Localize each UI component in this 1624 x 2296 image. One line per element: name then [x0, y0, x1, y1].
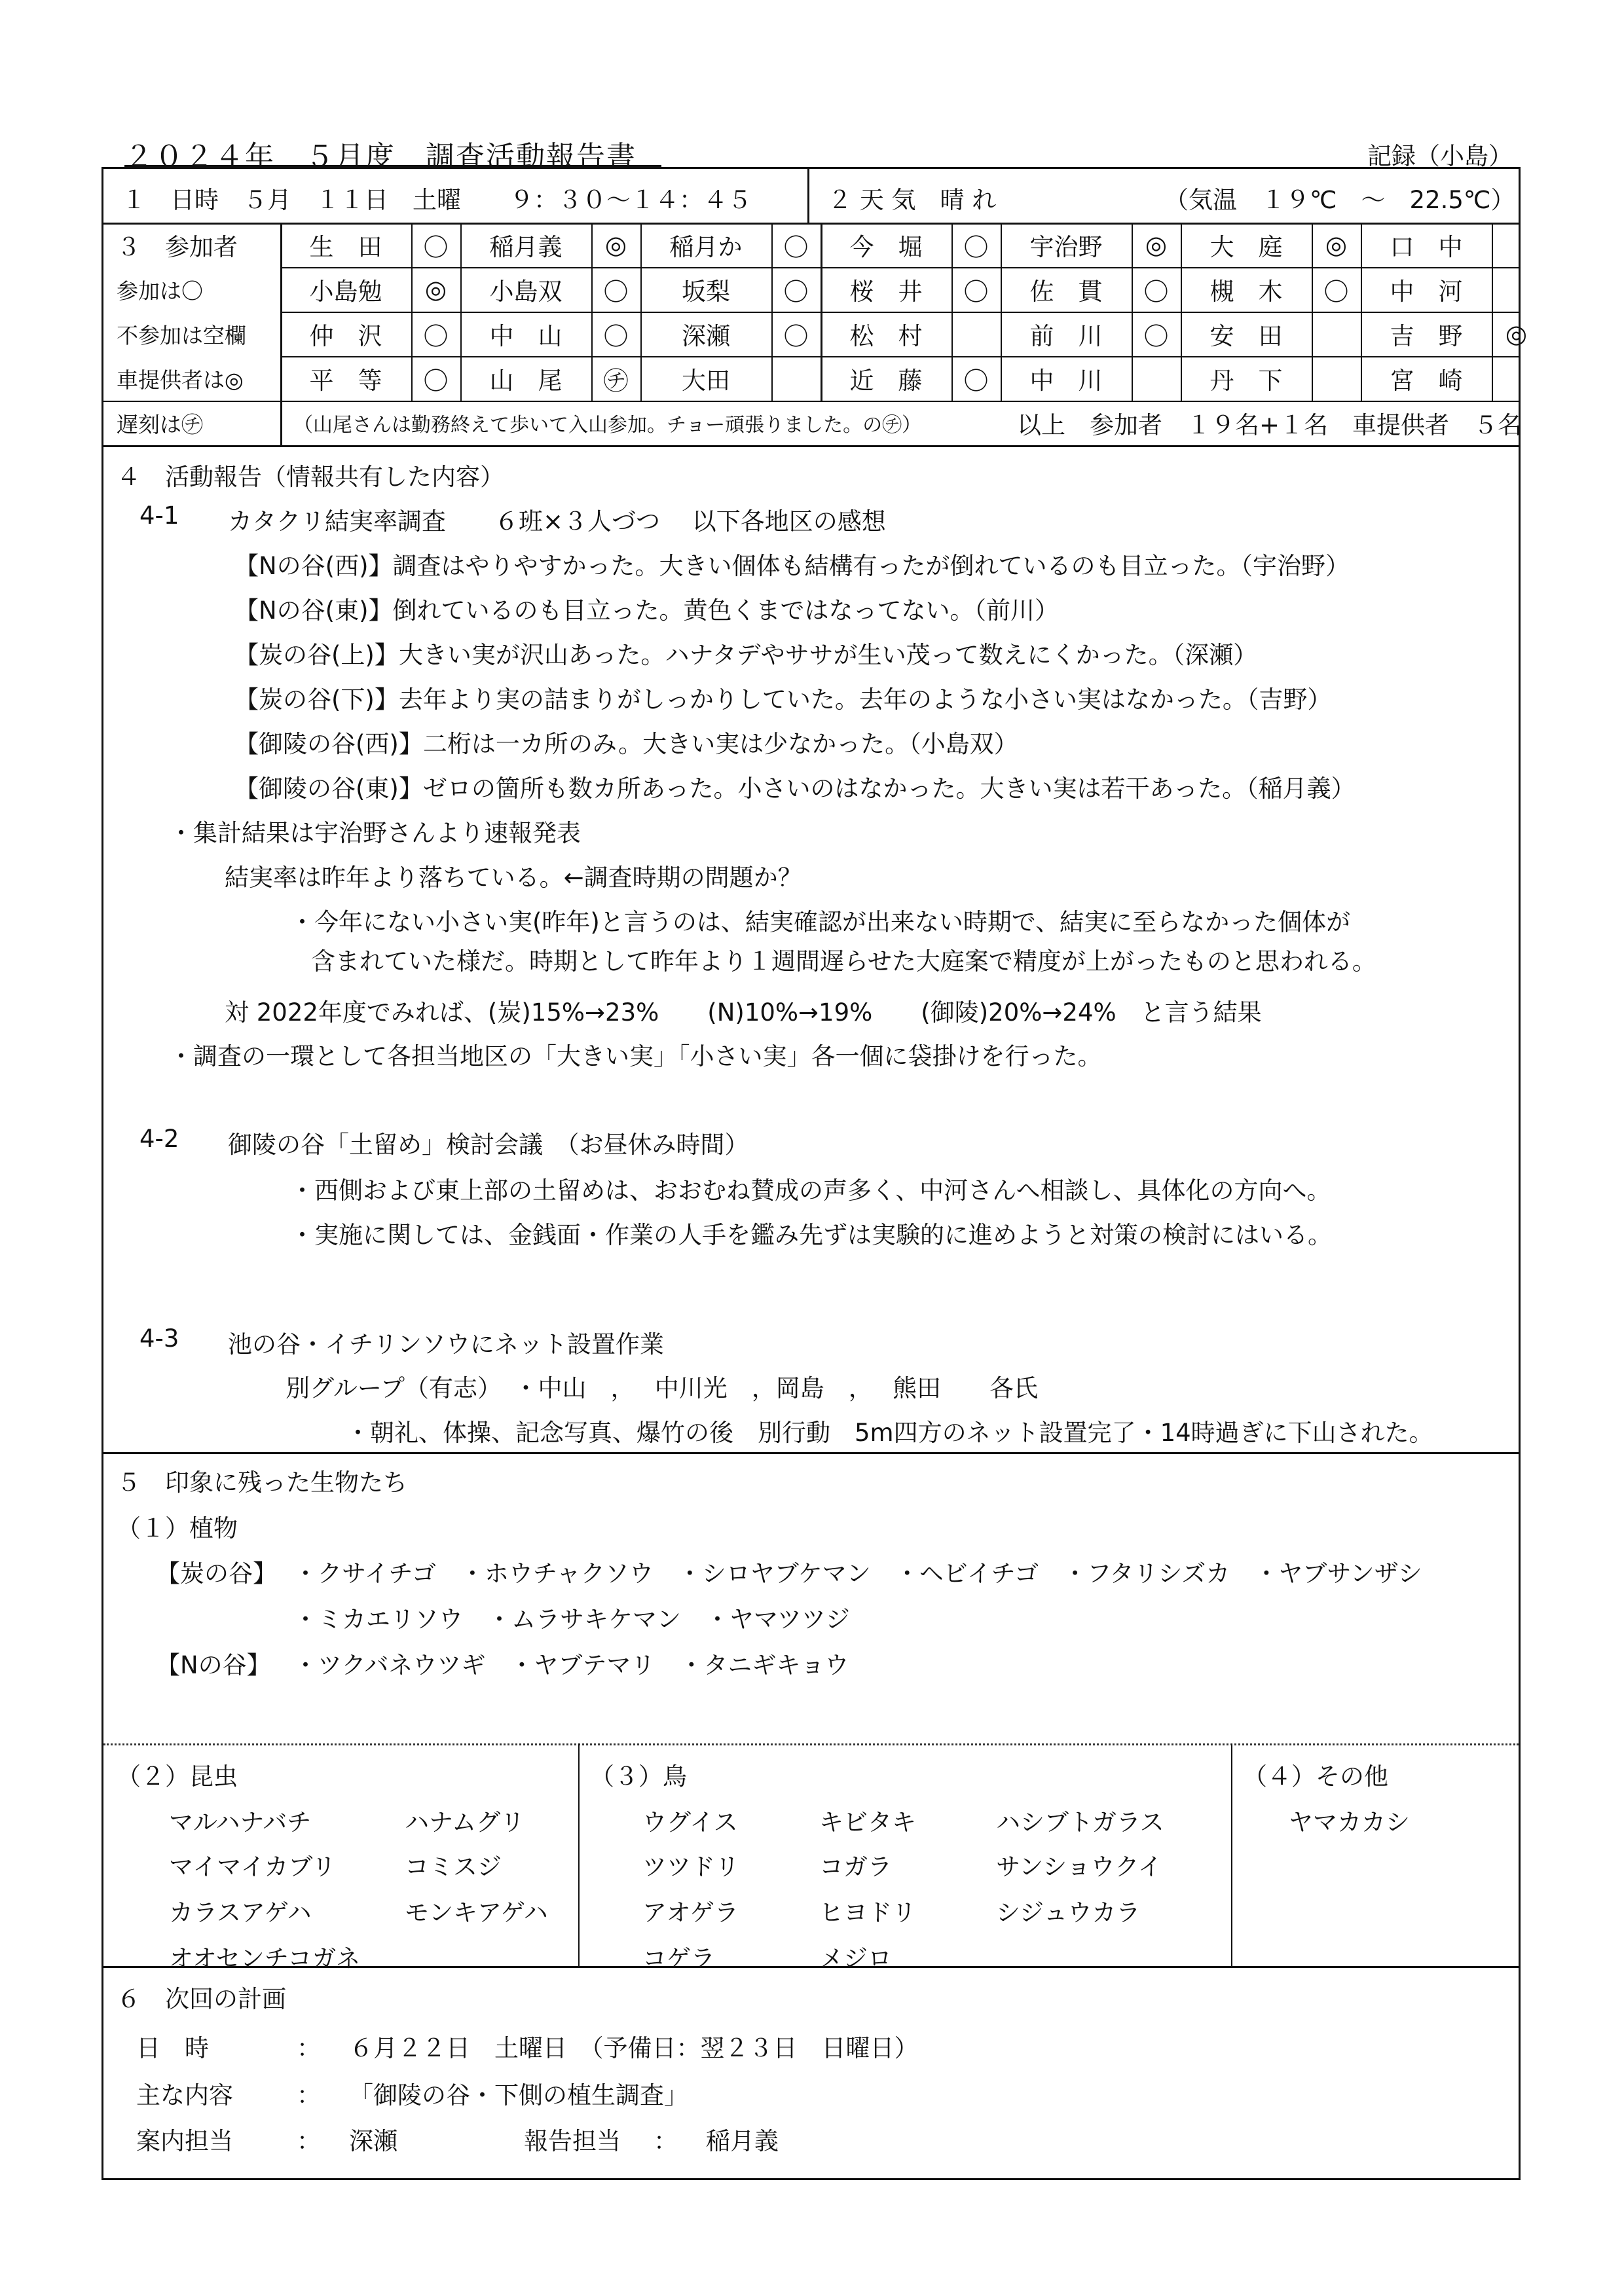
plant-list: ・ツクバネウツギ ・ヤブテマリ ・タニギキョウ [293, 1651, 849, 1679]
colon: ： [297, 2081, 321, 2109]
participant-name: 宇治野 [1029, 233, 1103, 261]
result-sub-line: ・今年にない小さい実(昨年)と言うのは、結実確認が出来ない時期で、結実に至らなかった個体が [290, 908, 1351, 936]
attendance-mark [1132, 356, 1181, 401]
s41-number: 4-1 [139, 501, 179, 530]
area-report: 【御陵の谷(西)】二桁は一カ所のみ。大きい実は少なかった。（小島双） [234, 730, 1018, 758]
colon: ： [297, 2034, 321, 2062]
other-organism: ヤマカカシ [1289, 1808, 1410, 1836]
participant-name: 近 藤 [849, 367, 923, 395]
next-plan-heading: ６ 次回の計画 [117, 1985, 286, 2013]
next-date-label: 日 時 [136, 2034, 209, 2062]
dotted-divider [103, 1743, 1519, 1745]
report-label: 報告担当 [524, 2127, 621, 2155]
colon: ： [654, 2127, 678, 2155]
s43-title: 池の谷・イチリンソウにネット設置作業 [228, 1330, 664, 1358]
participant-name: 槻 木 [1209, 278, 1283, 306]
participant-name: 前 川 [1029, 322, 1103, 350]
participant-name: 坂梨 [682, 278, 730, 306]
car-provider-legend: 車提供者は◎ [117, 367, 244, 393]
document-title: ２０２４年 ５月度 調査活動報告書 [124, 140, 637, 173]
s42-bullet: ・西側および東上部の土留めは、おおむね賛成の声多く、中河さんへ相談し、具体化の方向へ。 [290, 1176, 1331, 1205]
attendance-mark: 〇 [603, 321, 629, 351]
participant-name: 小島双 [489, 278, 563, 306]
insects-label: （２）昆虫 [117, 1762, 238, 1791]
participant-name: 山 尾 [489, 367, 563, 395]
date-time-line: １ 日時 ５月 １１日 土曜 ９：３０～１４：４５ [122, 186, 752, 214]
insect-name: オオセンチコガネ [169, 1944, 361, 1973]
attendance-mark: 〇 [963, 366, 989, 395]
bird-name: キビタキ [819, 1808, 916, 1836]
participant-name: 稲月か [669, 233, 743, 261]
bird-name: コゲラ [642, 1944, 715, 1973]
attendance-mark: 〇 [783, 277, 809, 306]
s42-title: 御陵の谷「土留め」検討会議 （お昼休み時間） [228, 1131, 749, 1159]
attendance-mark: 〇 [963, 232, 989, 262]
participants-heading: ３ 参加者 [117, 233, 238, 261]
attendance-mark [1312, 312, 1361, 356]
attendance-mark [1492, 267, 1541, 312]
participant-name: 深瀬 [682, 322, 730, 350]
insect-name: ハナムグリ [405, 1808, 525, 1836]
participant-name: 稲月義 [489, 233, 563, 261]
s42-number: 4-2 [139, 1125, 179, 1153]
s43-detail: ・朝礼、体操、記念写真、爆竹の後 別行動 5m四方のネット設置完了・14時過ぎに下山された。 [346, 1419, 1433, 1447]
result-sub-line: 含まれていた様だ。時期として昨年より１週間遅らせた大庭案で精度が上がったものと思われる。 [311, 947, 1376, 975]
attendance-mark [1492, 356, 1541, 401]
divider-after-section5 [103, 1966, 1519, 1968]
s43-number: 4-3 [139, 1324, 179, 1353]
insect-name: モンキアゲハ [405, 1899, 548, 1927]
participant-name: 中 河 [1390, 278, 1463, 306]
participant-name: 大田 [682, 367, 730, 395]
attendance-mark: 〇 [1323, 277, 1349, 306]
plant-list: ・ミカエリソウ ・ムラサキケマン ・ヤマツツジ [293, 1605, 850, 1633]
participant-name: 今 堀 [849, 233, 923, 261]
participant-name: 生 田 [309, 233, 382, 261]
area-report: 【Nの谷(東)】倒れているのも目立った。黄色くまではなってない。（前川） [234, 596, 1060, 625]
participant-name: 丹 下 [1209, 367, 1283, 395]
summary-bullet: ・集計結果は宇治野さんより速報発表 [169, 819, 581, 847]
next-date-value: ６月２２日 土曜日 （予備日：翌２３日 日曜日） [349, 2034, 919, 2062]
participant-name: 安 田 [1209, 322, 1283, 350]
late-arrival-note: （山尾さんは勤務終えて歩いて入山参加。チョー頑張りました。の㋠） [293, 414, 922, 437]
area-report: 【炭の谷(上)】大きい実が沢山あった。ハナタデやササが生い茂って数えにくかった。（深瀬） [234, 641, 1258, 669]
participant-name: 口 中 [1390, 233, 1463, 261]
participant-name: 佐 貫 [1029, 278, 1103, 306]
attendance-mark: ◎ [1325, 230, 1348, 259]
attendance-mark [1492, 223, 1541, 267]
participant-name: 桜 井 [849, 278, 923, 306]
guide-value: 深瀬 [349, 2127, 397, 2155]
s43-group: 別グループ（有志） ・中山 ， 中川光 ，岡島 ， 熊田 各氏 [286, 1374, 1039, 1402]
colon: ： [297, 2127, 321, 2155]
participant-summary: 以上 参加者 １９名+１名 車提供者 ５名 [1017, 411, 1522, 439]
attendance-mark: 〇 [603, 277, 629, 306]
divider-after-participants [103, 445, 1519, 447]
birds-label: （３）鳥 [590, 1762, 687, 1791]
guide-label: 案内担当 [136, 2127, 233, 2155]
absence-legend: 不参加は空欄 [117, 322, 246, 348]
comparison-line: 対 2022年度でみれば、(炭)15%→23% (N)10%→19% (御陵)20%→24% と言う結果 [225, 998, 1262, 1027]
temperature-line: （気温 １９℃ ～ 22.5℃） [1164, 186, 1515, 214]
s41-title: カタクリ結実率調査 ６班×３人づつ 以下各地区の感想 [228, 507, 886, 536]
attendance-mark: 〇 [783, 321, 809, 351]
section1-divider [807, 169, 809, 223]
attendance-mark [771, 356, 821, 401]
area-report: 【Nの谷(西)】調査はやりやすかった。大きい個体も結構有ったが倒れているのも目立った。（宇治野） [234, 552, 1350, 580]
participant-name: 仲 沢 [309, 322, 382, 350]
organisms-heading: ５ 印象に残った生物たち [117, 1468, 407, 1497]
insects-birds-divider [578, 1743, 580, 1966]
attendance-mark [951, 312, 1001, 356]
late-legend: 遅刻は㋠ [117, 411, 203, 437]
area-report: 【炭の谷(下)】去年より実の詰まりがしっかりしていた。去年のような小さい実はなかった。（吉野） [234, 685, 1332, 714]
participant-name: 吉 野 [1390, 322, 1463, 350]
attendance-mark: ◎ [1505, 319, 1528, 348]
participation-legend: 参加は〇 [117, 278, 203, 304]
attendance-mark: ◎ [1145, 230, 1168, 259]
attendance-mark [1312, 356, 1361, 401]
attendance-mark: 〇 [783, 232, 809, 262]
attendance-mark: ◎ [424, 275, 447, 304]
attendance-mark: 〇 [1143, 321, 1169, 351]
bird-name: ハシブトガラス [996, 1808, 1164, 1836]
attendance-mark: ◎ [604, 230, 627, 259]
insect-name: マイマイカブリ [169, 1853, 336, 1881]
attendance-mark: 〇 [423, 321, 449, 351]
attendance-mark: 〇 [1143, 277, 1169, 306]
result-line: 結実率は昨年より落ちている。←調査時期の問題か？ [225, 864, 802, 892]
attendance-mark: 〇 [423, 366, 449, 395]
participant-name: 中 川 [1029, 367, 1103, 395]
sumi-valley-label: 【炭の谷】 [156, 1559, 277, 1588]
participant-name: 宮 崎 [1390, 367, 1463, 395]
participant-name: 中 山 [489, 322, 563, 350]
participant-name: 平 等 [309, 367, 382, 395]
s42-bullet: ・実施に関しては、金銭面・作業の人手を鑑み先ずは実験的に進めようと対策の検討にはいる。 [290, 1221, 1332, 1249]
others-label: （４）その他 [1243, 1762, 1388, 1791]
divider-after-section4 [103, 1452, 1519, 1454]
next-content-value: 「御陵の谷・下側の植生調査」 [349, 2081, 688, 2109]
weather-line: ２ 天 気 晴 れ [828, 186, 997, 214]
participant-name: 大 庭 [1209, 233, 1283, 261]
activity-heading: ４ 活動報告（情報共有した内容） [117, 463, 504, 491]
bird-name: ヒヨドリ [819, 1899, 916, 1927]
attendance-mark: ㋠ [603, 366, 629, 395]
plants-label: （１）植物 [117, 1514, 238, 1542]
birds-others-divider [1231, 1743, 1232, 1966]
insect-name: コミスジ [405, 1853, 502, 1881]
bird-name: ウグイス [642, 1808, 738, 1836]
bird-name: メジロ [819, 1944, 892, 1973]
bird-name: コガラ [819, 1853, 892, 1881]
report-value: 稲月義 [706, 2127, 779, 2155]
n-valley-label: 【Nの谷】 [156, 1651, 271, 1679]
bird-name: シジュウカラ [996, 1899, 1141, 1927]
area-report: 【御陵の谷(東)】ゼロの箇所も数カ所あった。小さいのはなかった。大きい実は若干あった。（稲月義） [234, 774, 1356, 803]
report-frame [101, 167, 1528, 2180]
insect-name: マルハナバチ [169, 1808, 312, 1836]
insect-name: カラスアゲハ [169, 1899, 312, 1927]
attendance-mark: 〇 [423, 232, 449, 262]
attendance-mark: 〇 [963, 277, 989, 306]
next-content-label: 主な内容 [136, 2081, 233, 2109]
plant-list: ・クサイチゴ ・ホウチャクソウ ・シロヤブケマン ・ヘビイチゴ ・フタリシズカ ・ヤブサンザシ [293, 1559, 1422, 1588]
recorder-note: 記録（小島） [1367, 142, 1513, 170]
participant-name: 小島勉 [309, 278, 382, 306]
bird-name: サンショウクイ [996, 1853, 1162, 1881]
participant-name: 松 村 [849, 322, 923, 350]
bird-name: ツツドリ [642, 1853, 739, 1881]
bagging-bullet: ・調査の一環として各担当地区の「大きい実」「小さい実」各一個に袋掛けを行った。 [169, 1042, 1102, 1070]
bird-name: アオゲラ [642, 1899, 739, 1927]
